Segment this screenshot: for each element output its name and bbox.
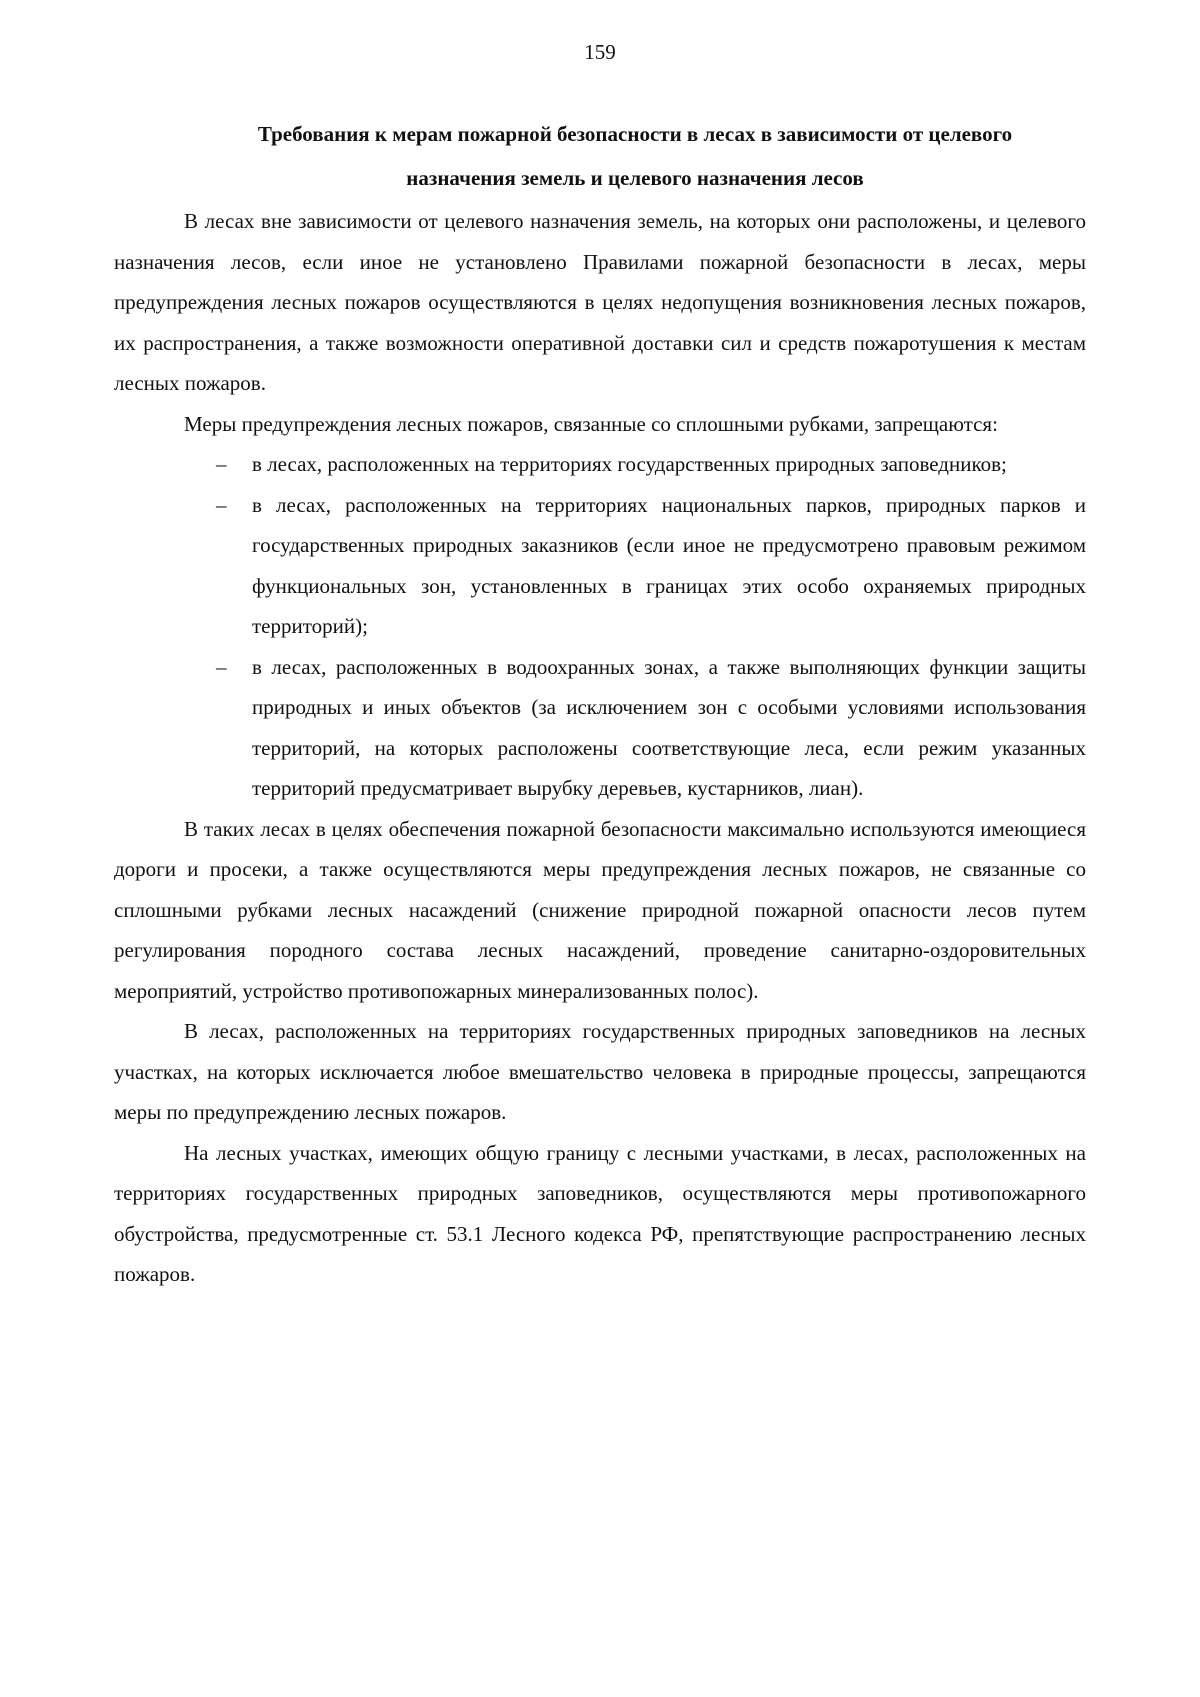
paragraph: В таких лесах в целях обеспечения пожарной безопасности максимально используются имеющиеся дороги и просеки, а также осуществляются меры предупреждения лесных пожаров, не связанные со сплошными рубками лесных насаждений (снижение природной пожарной опасности лесов путем регулирования породного состава лесных насаждений, проведение санитарно-оздоровительных мероприятий, устройство противопожарных минерализованных полос). xyxy=(114,816,1086,1003)
list-item-text: в лесах, расположенных на территориях государственных природных заповедников; xyxy=(252,452,1007,476)
list-item xyxy=(114,444,1086,485)
prohibition-list xyxy=(114,444,1086,809)
dash-bullet: – xyxy=(216,452,227,476)
page-content xyxy=(114,112,1086,1295)
paragraph: В лесах вне зависимости от целевого назначения земель, на которых они расположены, и целевого назначения лесов, если иное не установлено Правилами пожарной безопасности в лесах, меры предупреждения лесных пожаров осуществляются в целях недопущения возникновения лесных пожаров, их распространения, а также возможности оперативной доставки сил и средств пожаротушения к местам лесных пожаров. xyxy=(114,209,1086,395)
list-item-text: в лесах, расположенных на территориях национальных парков, природных парков и государственных природных заказников (если иное не предусмотрено правовым режимом функциональных зон, установленных в границах этих особо охраняемых природных территорий); xyxy=(252,492,1086,638)
section-heading: Требования к мерам пожарной безопасности в лесах в зависимости от целевого назначения земель и целевого назначения лесов xyxy=(257,122,1013,190)
list-item xyxy=(114,485,1086,647)
paragraph: На лесных участках, имеющих общую границу с лесными участками, в лесах, расположенных на территориях государственных природных заповедников, осуществляются меры противопожарного обустройства, предусмотренные ст. 53.1 Лесного кодекса РФ, препятствующие распространению лесных пожаров. xyxy=(114,1140,1086,1286)
dash-bullet: – xyxy=(216,492,227,517)
list-item-text: в лесах, расположенных в водоохранных зонах, а также выполняющих функции защиты природных и иных объектов (за исключением зон с особыми условиями использования территорий, на которых расположены соответствующие леса, если режим указанных территорий предусматривает вырубку деревьев, кустарников, лиан). xyxy=(252,654,1086,800)
paragraph: Меры предупреждения лесных пожаров, связанные со сплошными рубками, запрещаются: xyxy=(184,411,998,436)
list-item xyxy=(114,647,1086,809)
page-number: 159 xyxy=(584,40,616,64)
dash-bullet: – xyxy=(216,654,227,679)
paragraph: В лесах, расположенных на территориях государственных природных заповедников на лесных участках, на которых исключается любое вмешательство человека в природные процессы, запрещаются меры по предупреждению лесных пожаров. xyxy=(114,1019,1086,1124)
